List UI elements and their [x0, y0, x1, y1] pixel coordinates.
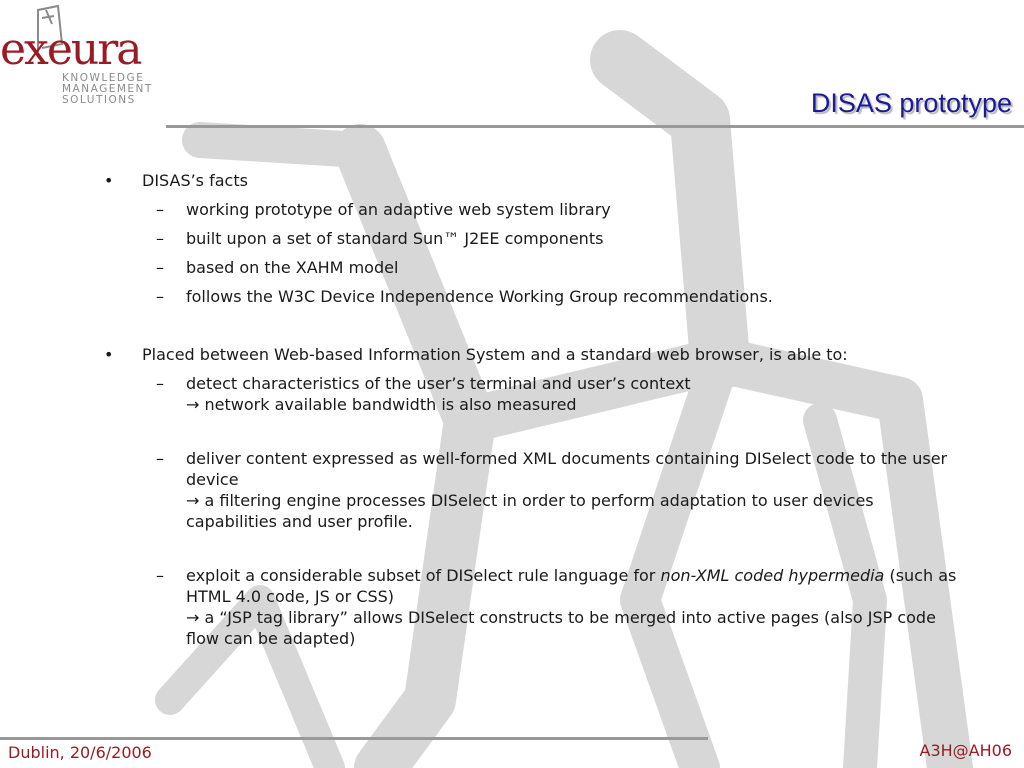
sub-item — [104, 286, 964, 307]
dash-marker: – — [156, 258, 164, 277]
sub-item — [104, 565, 964, 649]
sub-text: follows the W3C Device Independence Working Group recommendations. — [186, 287, 773, 306]
dash-marker: – — [156, 229, 164, 248]
sub-item — [104, 373, 964, 415]
sub-item — [104, 228, 964, 249]
sub-text: deliver content expressed as well-formed XML documents containing DISelect code to the user device — [186, 449, 948, 489]
bullet-marker: • — [104, 345, 114, 364]
sub-text-emphasis: non-XML coded hypermedia — [660, 566, 885, 585]
logo-tagline-line: KNOWLEDGE — [62, 72, 145, 84]
sub-item — [104, 257, 964, 278]
sub-text: detect characteristics of the user’s terminal and user’s context — [186, 374, 691, 393]
sub-item — [104, 199, 964, 220]
logo-tagline — [62, 73, 153, 106]
arrow-icon: → — [186, 608, 200, 627]
footer-event-code: A3H@AH06 — [919, 741, 1012, 760]
sub-item — [104, 448, 964, 532]
exeura-logo — [0, 0, 170, 125]
logo-tagline-line: SOLUTIONS — [62, 94, 136, 106]
sub-text: based on the XAHM model — [186, 258, 399, 277]
sub-text: exploit a considerable subset of DISelect rule language for — [186, 566, 661, 585]
footer-divider — [0, 737, 708, 740]
bullet-item — [104, 344, 964, 365]
sub-arrow-text: a “JSP tag library” allows DISelect constructs to be merged into active pages (also JSP code flow can be adapted) — [186, 608, 936, 648]
sub-text: working prototype of an adaptive web system library — [186, 200, 611, 219]
title-divider — [166, 125, 1024, 128]
logo-tagline-line: MANAGEMENT — [62, 83, 153, 95]
bullet-marker: • — [104, 171, 114, 190]
dash-marker: – — [156, 287, 164, 306]
logo-wordmark: exeura — [0, 24, 141, 75]
dash-marker: – — [156, 566, 164, 585]
slide-body — [104, 170, 964, 649]
arrow-icon: → — [186, 395, 200, 414]
arrow-icon: → — [186, 491, 200, 510]
dash-marker: – — [156, 200, 164, 219]
bullet-text: Placed between Web-based Information System and a standard web browser, is able to: — [142, 345, 848, 364]
dash-marker: – — [156, 449, 164, 468]
sub-text: (such as HTML 4.0 code, JS or CSS) — [186, 566, 957, 606]
sub-text: built upon a set of standard Sun™ J2EE components — [186, 229, 604, 248]
bullet-text: DISAS’s facts — [142, 171, 248, 190]
footer-location-date: Dublin, 20/6/2006 — [8, 743, 152, 762]
bullet-item — [104, 170, 964, 191]
slide-title: DISAS prototype — [810, 88, 1012, 118]
sub-arrow-text: network available bandwidth is also measured — [204, 395, 577, 414]
sub-arrow-text: a filtering engine processes DISelect in order to perform adaptation to user devices capabilities and user profile. — [186, 491, 874, 531]
dash-marker: – — [156, 374, 164, 393]
